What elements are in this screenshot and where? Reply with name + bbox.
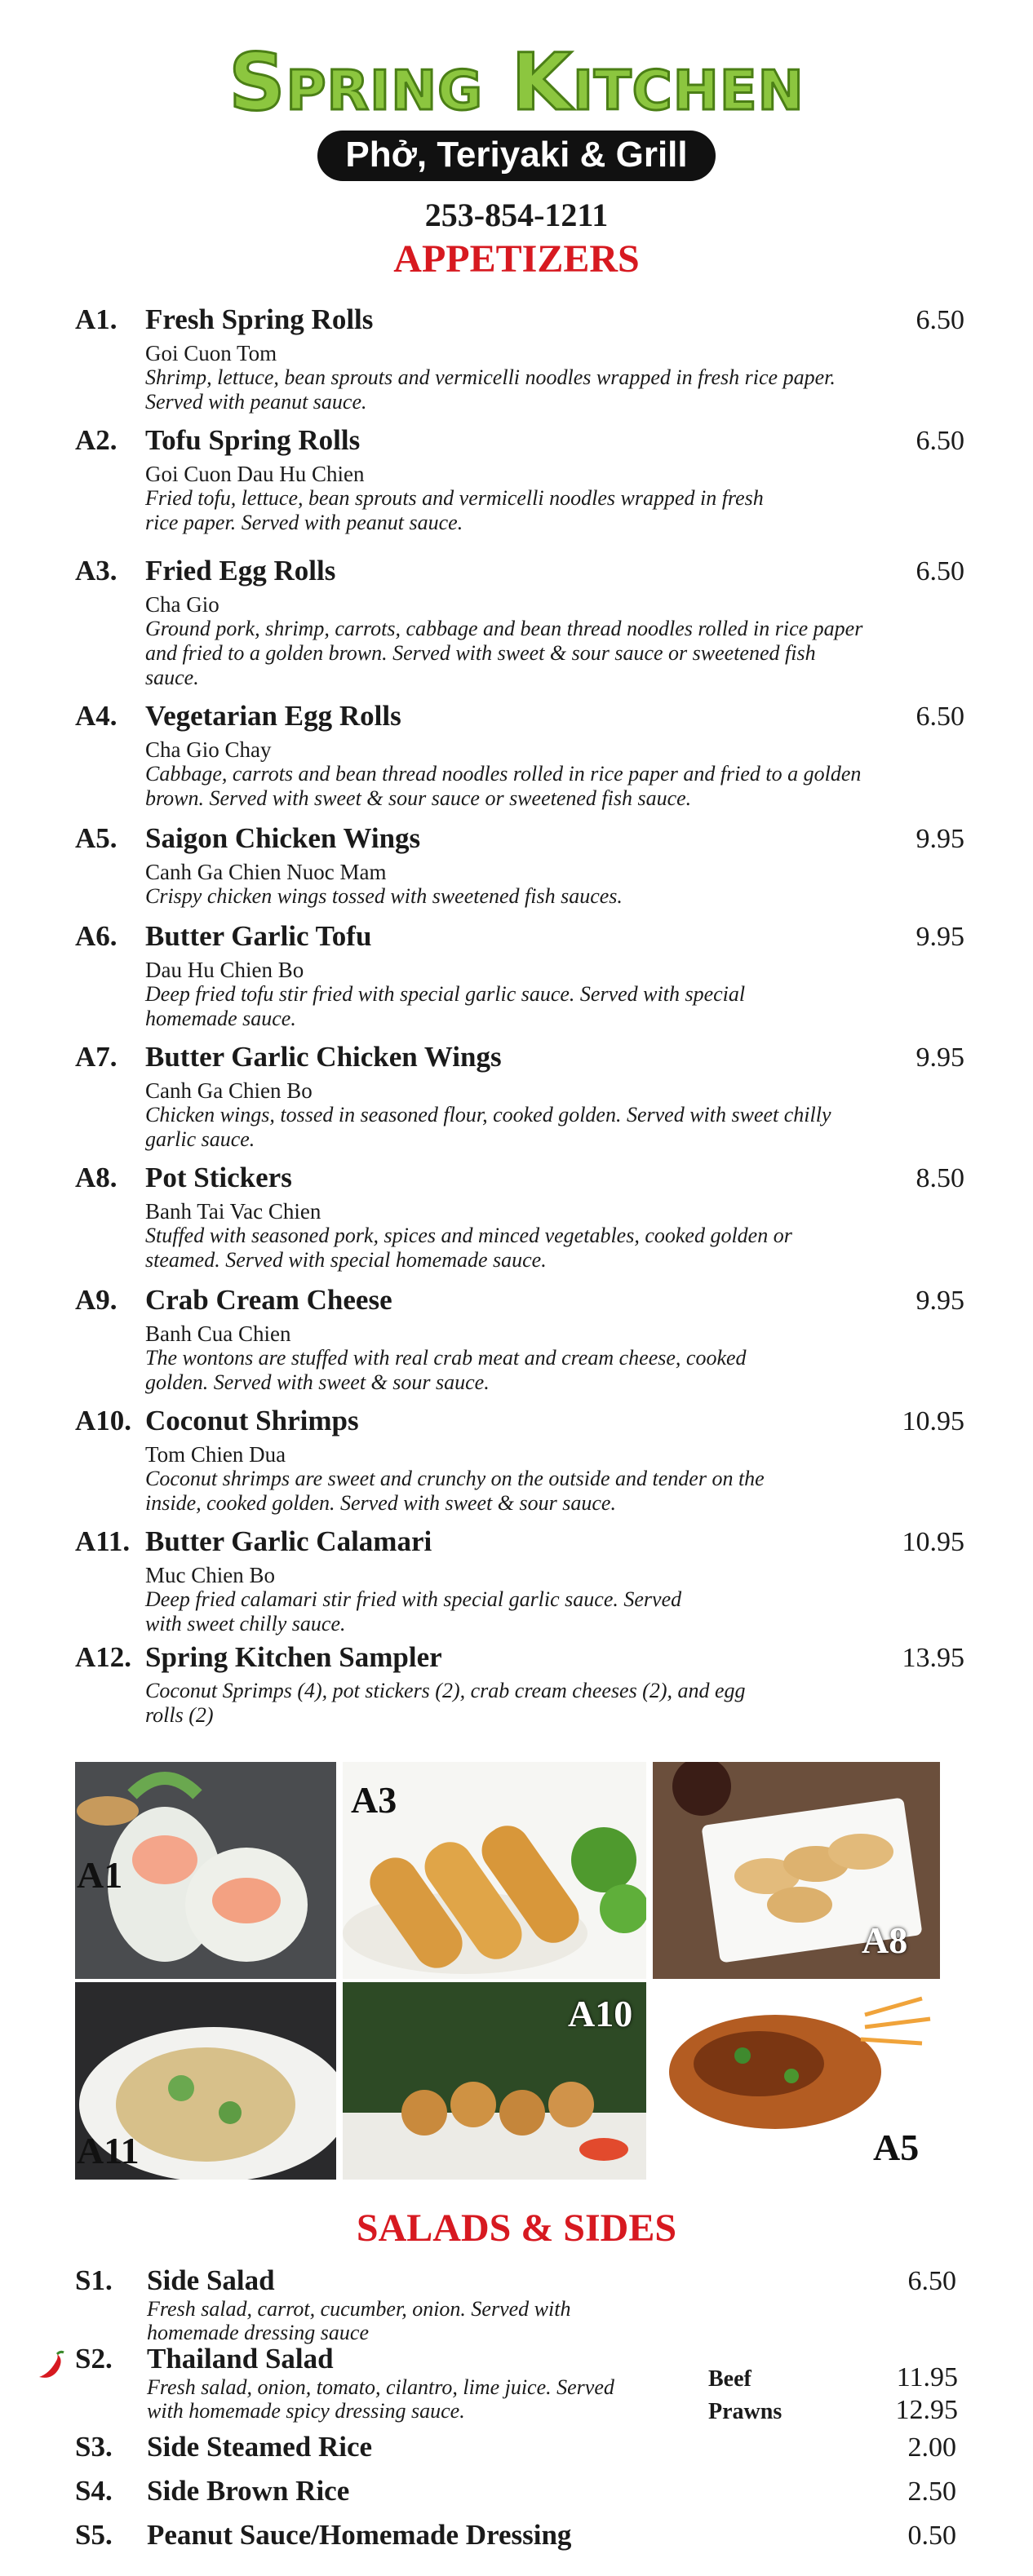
item-description: The wontons are stuffed with real crab meat and cream cheese, cooked golden. Served with sweet & sour sauce. bbox=[145, 1346, 747, 1394]
item-name: Spring Kitchen Sampler bbox=[145, 1641, 442, 1673]
variant-price: 11.95 bbox=[896, 2362, 958, 2392]
spicy-chili-icon bbox=[33, 2349, 67, 2383]
restaurant-tagline: Phở, Teriyaki & Grill bbox=[317, 131, 715, 181]
photo-calamari bbox=[75, 1982, 336, 2180]
menu-item bbox=[75, 1525, 964, 1636]
photo-label: A5 bbox=[873, 2127, 920, 2168]
item-description: Deep fried tofu stir fried with special garlic sauce. Served with special homemade sauce. bbox=[145, 982, 746, 1030]
phone-number: 253-854-1211 bbox=[424, 197, 609, 233]
item-vietnamese-name: Goi Cuon Dau Hu Chien bbox=[145, 462, 365, 486]
item-price: 6.50 bbox=[916, 305, 964, 335]
item-code: A10. bbox=[75, 1405, 132, 1436]
variant-label: Beef bbox=[708, 2366, 751, 2392]
menu-item bbox=[75, 920, 964, 1031]
item-name: Butter Garlic Calamari bbox=[145, 1525, 432, 1557]
item-description: Deep fried calamari stir fried with special garlic sauce. Served with sweet chilly sauce. bbox=[145, 1587, 682, 1635]
item-price: 9.95 bbox=[916, 824, 964, 854]
menu-item bbox=[75, 1284, 964, 1395]
menu-item bbox=[75, 555, 964, 690]
item-code: S4. bbox=[75, 2475, 113, 2507]
item-name: Butter Garlic Chicken Wings bbox=[145, 1041, 502, 1073]
item-code: A1. bbox=[75, 303, 117, 335]
item-name: Fried Egg Rolls bbox=[145, 555, 336, 586]
photo-egg-rolls bbox=[343, 1762, 646, 1979]
item-code: A3. bbox=[75, 555, 117, 586]
photo-label: A10 bbox=[568, 1993, 633, 2034]
item-name: Side Steamed Rice bbox=[147, 2431, 373, 2463]
item-vietnamese-name: Cha Gio bbox=[145, 592, 219, 617]
item-vietnamese-name: Banh Cua Chien bbox=[145, 1321, 291, 1346]
photo-pot-stickers bbox=[653, 1762, 940, 1979]
item-code: A2. bbox=[75, 424, 117, 456]
variant-row bbox=[708, 2395, 958, 2428]
photo-label: A11 bbox=[77, 2130, 140, 2171]
item-code: A9. bbox=[75, 1284, 117, 1316]
item-description: Fresh salad, onion, tomato, cilantro, lime juice. Served with homemade spicy dressing sauce. bbox=[147, 2375, 614, 2423]
item-name: Crab Cream Cheese bbox=[145, 1284, 392, 1316]
item-name: Pot Stickers bbox=[145, 1162, 292, 1193]
item-name: Thailand Salad bbox=[147, 2343, 334, 2375]
item-price: 10.95 bbox=[902, 1527, 964, 1557]
item-name: Side Salad bbox=[147, 2264, 275, 2296]
photo-spring-rolls bbox=[75, 1762, 336, 1979]
menu-item bbox=[75, 1162, 964, 1273]
appetizers-heading: APPETIZERS bbox=[393, 237, 640, 281]
item-description: Crispy chicken wings tossed with sweetened fish sauces. bbox=[145, 884, 623, 908]
menu-item bbox=[75, 1405, 964, 1516]
item-description: Ground pork, shrimp, carrots, cabbage and bean thread noodles rolled in rice paper and fried to a golden brown. Served with sweet & sour sauce or sweetened fish sauce. bbox=[145, 617, 863, 689]
menu-item bbox=[75, 2475, 956, 2507]
variant-row bbox=[708, 2362, 958, 2395]
price-variants bbox=[708, 2362, 958, 2428]
photo-chicken-wings bbox=[653, 1982, 940, 2180]
photo-label: A8 bbox=[862, 1919, 908, 1961]
item-vietnamese-name: Cha Gio Chay bbox=[145, 737, 272, 762]
item-description: Fried tofu, lettuce, bean sprouts and vermicelli noodles wrapped in fresh rice paper. Served with peanut sauce. bbox=[145, 486, 764, 534]
menu-item bbox=[75, 2519, 956, 2552]
item-price: 6.50 bbox=[907, 2266, 956, 2296]
menu-item bbox=[75, 2264, 956, 2344]
photo-coconut-shrimp bbox=[343, 1982, 646, 2180]
item-description: Stuffed with seasoned pork, spices and minced vegetables, cooked golden or steamed. Served with special homemade sauce. bbox=[145, 1224, 792, 1272]
item-price: 8.50 bbox=[916, 1163, 964, 1193]
item-price: 0.50 bbox=[907, 2521, 956, 2551]
item-price: 9.95 bbox=[916, 1286, 964, 1316]
item-description: Chicken wings, tossed in seasoned flour, cooked golden. Served with sweet chilly garlic sauce. bbox=[145, 1103, 831, 1151]
item-description: Coconut Sprimps (4), pot stickers (2), crab cream cheeses (2), and egg rolls (2) bbox=[145, 1679, 746, 1727]
item-code: A11. bbox=[75, 1525, 131, 1557]
item-code: A6. bbox=[75, 920, 117, 952]
restaurant-name: Spring Kitchen bbox=[228, 37, 805, 128]
item-price: 9.95 bbox=[916, 922, 964, 952]
menu-item bbox=[75, 424, 964, 535]
item-vietnamese-name: Muc Chien Bo bbox=[145, 1563, 275, 1587]
item-description: Fresh salad, carrot, cucumber, onion. Served with homemade dressing sauce bbox=[147, 2297, 571, 2344]
item-price: 6.50 bbox=[916, 702, 964, 732]
salads-heading: SALADS & SIDES bbox=[356, 2206, 677, 2250]
menu-item bbox=[75, 303, 964, 414]
item-code: S5. bbox=[75, 2519, 113, 2551]
item-vietnamese-name: Goi Cuon Tom bbox=[145, 341, 277, 365]
item-description: Shrimp, lettuce, bean sprouts and vermicelli noodles wrapped in fresh rice paper. Served with peanut sauce. bbox=[145, 365, 836, 414]
menu-item bbox=[75, 822, 964, 909]
item-code: S2. bbox=[75, 2343, 113, 2375]
item-name: Coconut Shrimps bbox=[145, 1405, 359, 1436]
item-name: Saigon Chicken Wings bbox=[145, 822, 421, 854]
item-description: Cabbage, carrots and bean thread noodles rolled in rice paper and fried to a golden brown. Served with sweet & sour sauce or sweetened fish sauce. bbox=[145, 762, 862, 810]
item-price: 9.95 bbox=[916, 1042, 964, 1073]
item-vietnamese-name: Canh Ga Chien Nuoc Mam bbox=[145, 860, 387, 884]
item-code: A8. bbox=[75, 1162, 117, 1193]
item-vietnamese-name: Banh Tai Vac Chien bbox=[145, 1199, 321, 1224]
item-price: 10.95 bbox=[902, 1406, 964, 1436]
item-code: A12. bbox=[75, 1641, 132, 1673]
variant-label: Prawns bbox=[708, 2399, 783, 2424]
item-price: 2.00 bbox=[907, 2432, 956, 2463]
photo-label: A1 bbox=[77, 1854, 123, 1896]
item-name: Butter Garlic Tofu bbox=[145, 920, 372, 952]
item-code: S1. bbox=[75, 2264, 113, 2296]
menu-item bbox=[75, 2431, 956, 2463]
item-vietnamese-name: Dau Hu Chien Bo bbox=[145, 958, 304, 982]
item-vietnamese-name: Canh Ga Chien Bo bbox=[145, 1078, 313, 1103]
item-description: Coconut shrimps are sweet and crunchy on the outside and tender on the inside, cooked golden. Served with sweet & sour sauce. bbox=[145, 1467, 765, 1515]
item-price: 13.95 bbox=[902, 1643, 964, 1673]
item-name: Tofu Spring Rolls bbox=[145, 424, 361, 456]
restaurant-logo bbox=[0, 38, 1033, 181]
menu-item bbox=[75, 1641, 964, 1728]
item-code: S3. bbox=[75, 2431, 113, 2463]
variant-price: 12.95 bbox=[895, 2395, 958, 2425]
menu-item bbox=[75, 700, 964, 811]
item-code: A4. bbox=[75, 700, 117, 732]
menu-item bbox=[75, 1041, 964, 1152]
item-price: 2.50 bbox=[907, 2476, 956, 2507]
item-name: Peanut Sauce/Homemade Dressing bbox=[147, 2519, 572, 2551]
photo-collage bbox=[75, 1762, 940, 2180]
item-price: 6.50 bbox=[916, 556, 964, 586]
item-vietnamese-name: Tom Chien Dua bbox=[145, 1442, 286, 1467]
item-price: 6.50 bbox=[916, 426, 964, 456]
item-code: A5. bbox=[75, 822, 117, 854]
item-code: A7. bbox=[75, 1041, 117, 1073]
item-name: Fresh Spring Rolls bbox=[145, 303, 374, 335]
photo-label: A3 bbox=[351, 1779, 397, 1821]
item-name: Vegetarian Egg Rolls bbox=[145, 700, 401, 732]
item-name: Side Brown Rice bbox=[147, 2475, 350, 2507]
